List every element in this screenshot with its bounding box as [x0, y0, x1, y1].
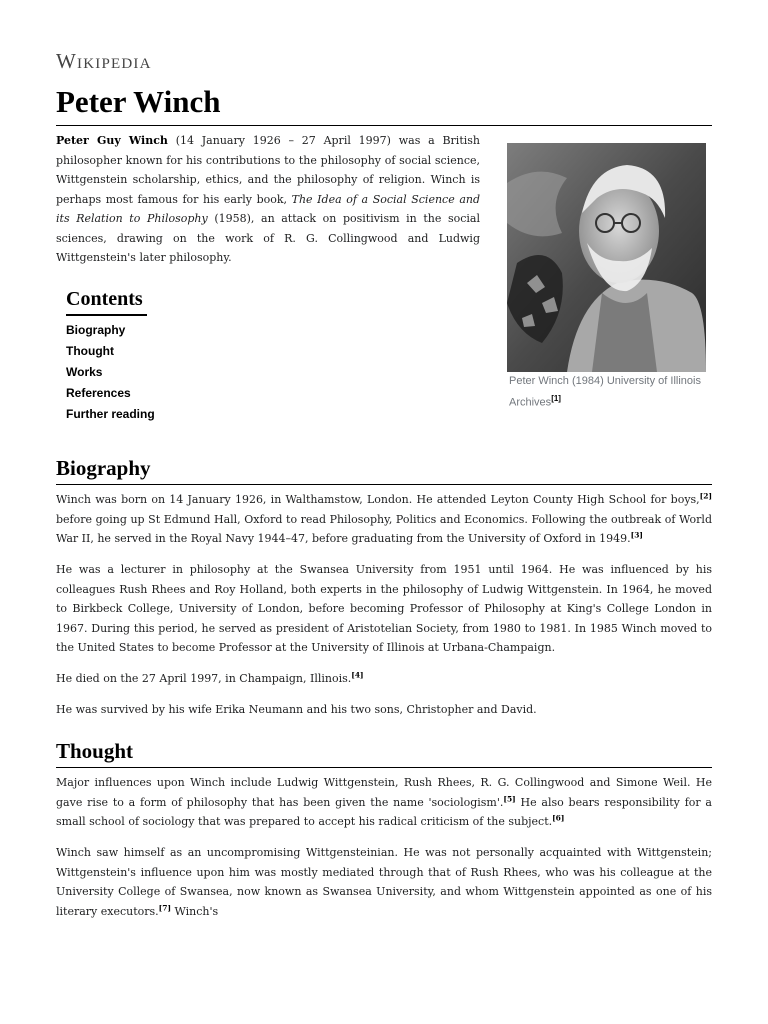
toc-item-works[interactable]: Works: [66, 365, 103, 379]
ref-3[interactable]: [3]: [630, 530, 643, 540]
section-heading-biography: Biography: [56, 456, 151, 480]
lead-text-2: (1958), an attack on positivism in the social sciences, drawing on the work of R. G. Collingwood and Ludwig Wittgenstein's later philosophy.: [56, 212, 480, 264]
ref-7[interactable]: [7]: [158, 902, 171, 912]
ref-5[interactable]: [5]: [503, 793, 516, 803]
page-title: Peter Winch: [56, 84, 221, 119]
lead-paragraph: [56, 131, 480, 268]
ref-2[interactable]: [2]: [699, 491, 712, 501]
thought-paragraph-2: [56, 843, 712, 921]
portrait-caption: [509, 373, 709, 412]
lead-text-1: (14 January 1926 – 27 April 1997) was a British philosopher known for his contributions to the philosophy of social science, Wittgenstein scholarship, ethics, and the philosophy of religion. Winch is perhaps most famous for his early book,: [56, 134, 480, 206]
thought-p2-text-b: Winch's: [171, 904, 219, 918]
caption-text: Peter Winch (1984) University of Illinois Archives: [509, 375, 701, 409]
lead-bold-name: Peter Guy Winch: [56, 134, 168, 147]
toc-item-biography[interactable]: Biography: [66, 323, 126, 337]
bio-p1-text-a: Winch was born on 14 January 1926, in Walthamstow, London. He attended Leyton County High School for boys,: [56, 493, 700, 506]
thought-p1-text-b: He also bears responsibility for a small school of sociology that was prepared to accept his radical criticism of the subject.: [56, 795, 712, 828]
bio-p1-text-b: before going up St Edmund Hall, Oxford to read Philosophy, Politics and Economics. Following the outbreak of World War II, he served in the Royal Navy 1944–47, before graduating from the University of Oxford in 1949.: [56, 512, 712, 545]
biography-paragraph-3: [56, 669, 712, 689]
ref-6[interactable]: [6]: [552, 813, 565, 823]
portrait-photo[interactable]: [507, 143, 706, 372]
section-heading-thought: Thought: [56, 739, 134, 763]
biography-divider: [56, 484, 712, 485]
thought-divider: [56, 767, 712, 768]
thought-paragraph-1: [56, 773, 712, 832]
wikipedia-wordmark[interactable]: Wikipedia: [56, 49, 152, 73]
thought-p2-text-a: Winch saw himself as an uncompromising Wittgensteinian. He was not personally acquainted with Wittgenstein; Wittgenstein's influence upon him was mostly mediated through that of Rush Rhees, who was his colleague at the University College of Swansea, now known as Swansea University, and whom Wittgenstein appointed as one of his literary executors.: [56, 846, 712, 918]
ref-4[interactable]: [4]: [351, 670, 364, 680]
bio-p3-text: He died on the 27 April 1997, in Champaign, Illinois.: [56, 672, 352, 685]
caption-ref[interactable]: [1]: [551, 394, 561, 403]
title-divider: [56, 125, 712, 126]
toc-item-thought[interactable]: Thought: [66, 344, 114, 358]
book-title[interactable]: The Idea of a Social Science and its Relation to Philosophy: [56, 192, 480, 225]
thought-p1-text-a: Major influences upon Winch include Ludwig Wittgenstein, Rush Rhees, R. G. Collingwood and Simone Weil. He gave rise to a form of philosophy that has been given the name 'sociologism'.: [56, 776, 712, 809]
biography-paragraph-1: [56, 490, 712, 549]
toc-item-further-reading[interactable]: Further reading: [66, 407, 155, 421]
biography-paragraph-2: He was a lecturer in philosophy at the Swansea University from 1951 until 1964. He was influenced by his colleagues Rush Rhees and Roy Holland, both experts in the philosophy of Ludwig Wittgenstein. In 1964, he moved to Birkbeck College, University of London, before becoming Professor of Philosophy at King's College London in 1967. During this period, he served as president of Aristotelian Society, from 1980 to 1981. In 1985 Winch moved to the United States to become Professor at the University of Illinois at Urbana-Champaign.: [56, 563, 712, 654]
toc-item-references[interactable]: References: [66, 386, 131, 400]
table-of-contents: [66, 288, 155, 425]
toc-title: Contents: [66, 288, 147, 316]
biography-paragraph-4: He was survived by his wife Erika Neumann and his two sons, Christopher and David.: [56, 703, 537, 716]
